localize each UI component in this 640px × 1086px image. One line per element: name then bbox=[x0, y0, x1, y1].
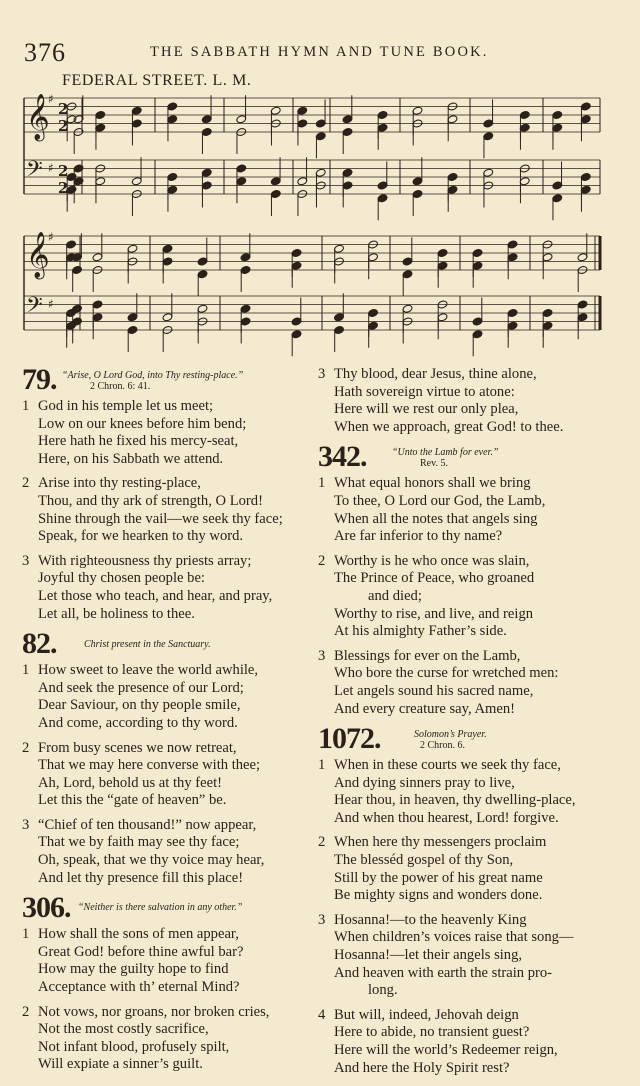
verse-line: Arise into thy resting-place, bbox=[38, 475, 201, 492]
hymn-title: Christ present in the Sanctuary. bbox=[84, 639, 211, 651]
sharp-icon: ♯ bbox=[48, 92, 54, 106]
verse-line: And here the Holy Spirit rest? bbox=[334, 1059, 510, 1076]
verse-line: Here will the world’s Redeemer reign, bbox=[334, 1042, 558, 1058]
note-head bbox=[552, 123, 563, 132]
note-head bbox=[342, 127, 353, 136]
note-head bbox=[437, 248, 448, 257]
verse-line: Low on our knees before him bend; bbox=[38, 415, 247, 432]
stanza bbox=[318, 1007, 618, 1077]
verse-line: Let angels sound his sacred name, bbox=[334, 682, 534, 699]
verse-line: Still by the power of his great name bbox=[334, 869, 543, 886]
treble-clef-icon: 𝄞 bbox=[26, 232, 50, 278]
running-head: THE SABBATH HYMN AND TUNE BOOK. bbox=[150, 44, 489, 60]
bass-clef-icon: 𝄢 bbox=[26, 293, 43, 323]
note-head bbox=[127, 244, 138, 253]
verse-line: and died; bbox=[368, 587, 422, 604]
stanza-number: 2 bbox=[318, 834, 326, 851]
verse-line: long. bbox=[368, 982, 398, 999]
right-column bbox=[318, 366, 618, 1084]
stanza-number: 3 bbox=[22, 552, 30, 569]
note-head bbox=[483, 168, 494, 177]
stanza-number: 3 bbox=[318, 911, 326, 928]
note-head bbox=[412, 106, 423, 115]
note-head bbox=[542, 321, 553, 330]
stanza-number: 1 bbox=[22, 926, 30, 943]
note-head bbox=[507, 253, 518, 262]
verse-line: Great God! before thine awful bar? bbox=[38, 943, 244, 960]
note-head bbox=[197, 270, 208, 279]
note-head bbox=[580, 102, 591, 111]
sharp-icon: ♯ bbox=[48, 161, 54, 175]
note-head bbox=[167, 172, 178, 181]
note-head bbox=[552, 110, 563, 119]
stanza bbox=[22, 662, 312, 732]
stanza bbox=[318, 475, 618, 545]
note-head bbox=[368, 253, 379, 262]
verse-line: Dear Saviour, on thy people smile, bbox=[38, 697, 241, 714]
note-head bbox=[131, 106, 142, 115]
hymn-306 bbox=[22, 891, 312, 1074]
note-head bbox=[291, 317, 302, 326]
hymn-title: “Neither is there salvation in any other.” bbox=[78, 902, 243, 914]
note-head bbox=[447, 115, 458, 124]
note-head bbox=[447, 172, 458, 181]
staff-lines bbox=[24, 98, 600, 330]
stanza-number: 1 bbox=[318, 757, 326, 774]
note-head bbox=[342, 181, 353, 190]
verse-line: Be mighty signs and wonders done. bbox=[334, 887, 543, 904]
hymn-1072 bbox=[318, 722, 618, 1077]
verse-line: Let those who teach, and hear, and pray, bbox=[38, 587, 273, 604]
note-head bbox=[95, 110, 106, 119]
note-head bbox=[577, 253, 588, 262]
note-head bbox=[368, 321, 379, 330]
note-head bbox=[127, 313, 138, 322]
verse-line: The Prince of Peace, who groaned bbox=[334, 570, 535, 587]
time-signature: 2 bbox=[58, 179, 69, 197]
note-head bbox=[315, 168, 326, 177]
verse-line: At his almighty Father’s side. bbox=[334, 623, 507, 640]
stanza bbox=[22, 926, 312, 996]
note-head bbox=[167, 102, 178, 111]
hymn-number: 1072. bbox=[318, 722, 381, 756]
stanza-number: 2 bbox=[22, 739, 30, 756]
note-head bbox=[334, 313, 345, 322]
hymn-342 bbox=[318, 440, 618, 718]
note-head bbox=[472, 248, 483, 257]
note-head bbox=[92, 253, 103, 262]
verse-line: Here, on his Sabbath we attend. bbox=[38, 450, 224, 467]
hymn-title: Solomon’s Prayer. bbox=[414, 729, 487, 741]
note-head bbox=[297, 119, 308, 128]
verse-line: Hath sovereign virtue to atone: bbox=[334, 383, 515, 400]
note-head bbox=[402, 257, 413, 266]
note-head bbox=[201, 168, 212, 177]
note-head bbox=[507, 321, 518, 330]
verse-line: Hosanna!—to the heavenly King bbox=[334, 911, 527, 928]
hymn-number: 82. bbox=[22, 627, 57, 661]
note-head bbox=[552, 194, 563, 203]
verse-line: And seek the presence of our Lord; bbox=[38, 679, 244, 696]
note-head bbox=[162, 313, 173, 322]
stanza bbox=[318, 912, 618, 1000]
note-head bbox=[92, 300, 103, 309]
note-head bbox=[472, 330, 483, 339]
stanza bbox=[318, 834, 618, 904]
note-head bbox=[519, 123, 530, 132]
verse-line: Blessings for ever on the Lamb, bbox=[334, 647, 521, 664]
verse-line: Are far inferior to thy name? bbox=[334, 528, 503, 545]
note-head bbox=[437, 313, 448, 322]
verse-line: Worthy is he who once was slain, bbox=[334, 552, 530, 569]
note-head bbox=[92, 313, 103, 322]
note-head bbox=[240, 304, 251, 313]
note-head bbox=[291, 261, 302, 270]
note-head bbox=[315, 132, 326, 141]
note-head bbox=[334, 244, 345, 253]
note-head bbox=[240, 265, 251, 274]
note-head bbox=[483, 132, 494, 141]
verse-line: When all the notes that angels sing bbox=[334, 510, 538, 527]
note-head bbox=[472, 317, 483, 326]
verse-line: And when thou hearest, Lord! forgive. bbox=[334, 809, 559, 826]
tune-name: FEDERAL STREET. bbox=[62, 72, 208, 89]
verse-line: When we approach, great God! to thee. bbox=[334, 418, 564, 435]
note-head bbox=[542, 308, 553, 317]
note-head bbox=[577, 300, 588, 309]
note-head bbox=[507, 308, 518, 317]
verse-line: That we may here converse with thee; bbox=[38, 757, 261, 774]
note-head bbox=[412, 177, 423, 186]
note-head bbox=[162, 244, 173, 253]
stanza-number: 3 bbox=[318, 647, 326, 664]
scripture-reference: 2 Chron. 6: 41. bbox=[90, 381, 151, 392]
verse-line: Not the most costly sacrifice, bbox=[38, 1021, 209, 1038]
time-signature: 2 bbox=[58, 117, 69, 135]
verse-line: God in his temple let us meet; bbox=[38, 398, 214, 414]
note-head bbox=[201, 115, 212, 124]
verse-line: Let this the “gate of heaven” be. bbox=[38, 792, 227, 809]
note-head bbox=[447, 185, 458, 194]
note-head bbox=[472, 261, 483, 270]
note-head bbox=[377, 123, 388, 132]
note-head bbox=[240, 317, 251, 326]
verse-line: From busy scenes we now retreat, bbox=[38, 739, 237, 756]
verse-line: Who bore the curse for wretched men: bbox=[334, 665, 559, 682]
note-head bbox=[127, 325, 138, 334]
note-head bbox=[167, 115, 178, 124]
verse-line: When here thy messengers proclaim bbox=[334, 834, 547, 851]
note-head bbox=[437, 261, 448, 270]
verse-line: Thy blood, dear Jesus, thine alone, bbox=[334, 366, 537, 382]
hymn-306-stanza-3 bbox=[318, 366, 618, 436]
note-head bbox=[297, 177, 308, 186]
note-head bbox=[542, 253, 553, 262]
verse-line: Worthy to rise, and live, and reign bbox=[334, 605, 534, 622]
stanza bbox=[318, 757, 618, 827]
note-head bbox=[334, 325, 345, 334]
note-head bbox=[552, 181, 563, 190]
note-head bbox=[580, 172, 591, 181]
stanza bbox=[22, 475, 312, 545]
sharp-icon: ♯ bbox=[48, 230, 54, 244]
stanza-number: 2 bbox=[22, 475, 30, 492]
verse-line: Hear thou, in heaven, thy dwelling-place, bbox=[334, 792, 576, 809]
note-head bbox=[402, 270, 413, 279]
note-head bbox=[577, 313, 588, 322]
verse-line: Ah, Lord, behold us at thy feet! bbox=[38, 774, 222, 791]
verse-line: Not infant blood, profusely spilt, bbox=[38, 1038, 230, 1055]
verse-line: Oh, speak, that we thy voice may hear, bbox=[38, 852, 265, 869]
verse-line: Joyful thy chosen people be: bbox=[38, 570, 205, 587]
note-head bbox=[236, 164, 247, 173]
verse-line: Shine through the vail—we seek thy face; bbox=[38, 510, 283, 527]
note-head bbox=[342, 168, 353, 177]
note-head bbox=[377, 194, 388, 203]
stanza-number: 4 bbox=[318, 1006, 326, 1023]
note-head bbox=[297, 106, 308, 115]
scripture-reference: Rev. 5. bbox=[420, 458, 448, 470]
bar-lines bbox=[24, 98, 600, 330]
hymn-number: 342. bbox=[318, 440, 367, 474]
note-head bbox=[95, 123, 106, 132]
verse-line: When children’s voices raise that song— bbox=[334, 929, 574, 946]
verse-line: Let all, be holiness to thee. bbox=[38, 605, 195, 622]
time-signature: 2 bbox=[58, 162, 69, 180]
verse-line: When in these courts we seek thy face, bbox=[334, 757, 561, 774]
verse-line: Not vows, nor groans, nor broken cries, bbox=[38, 1003, 270, 1020]
verse-line: How may the guilty hope to find bbox=[38, 961, 229, 978]
stanza-number: 3 bbox=[22, 816, 30, 833]
note-head bbox=[270, 177, 281, 186]
verse-line: And heaven with earth the strain pro- bbox=[334, 964, 553, 981]
verse-line: And come, according to thy word. bbox=[38, 714, 238, 731]
scripture-reference: 2 Chron. 6. bbox=[420, 740, 465, 752]
stanza-number: 1 bbox=[318, 475, 326, 492]
note-head bbox=[315, 119, 326, 128]
verse-line: “Chief of ten thousand!” now appear, bbox=[38, 816, 257, 833]
verse-line: Here will we rest our only plea, bbox=[334, 401, 519, 418]
verse-line: The blesséd gospel of thy Son, bbox=[334, 852, 514, 869]
hymn-number: 79. bbox=[22, 363, 57, 396]
note-head bbox=[131, 177, 142, 186]
hymn-79 bbox=[22, 363, 312, 623]
note-head bbox=[377, 181, 388, 190]
hymn-82 bbox=[22, 627, 312, 887]
note-head bbox=[368, 308, 379, 317]
tune-meter: L. M. bbox=[212, 72, 252, 89]
note-head bbox=[201, 181, 212, 190]
verse-line: Hosanna!—let their angels sing, bbox=[334, 947, 523, 964]
note-head bbox=[197, 257, 208, 266]
time-signature: 2 bbox=[58, 100, 69, 118]
note-head bbox=[236, 115, 247, 124]
verse-line: How shall the sons of men appear, bbox=[38, 926, 239, 943]
stanza bbox=[318, 648, 618, 718]
stanza-number: 2 bbox=[22, 1003, 30, 1020]
page-number: 376 bbox=[24, 38, 66, 67]
stanza-number: 2 bbox=[318, 552, 326, 569]
note-head bbox=[412, 189, 423, 198]
verse-line: Here to abide, no transient guest? bbox=[334, 1024, 530, 1041]
stanza-number: 1 bbox=[22, 662, 30, 679]
note-head bbox=[270, 189, 281, 198]
note-head bbox=[377, 110, 388, 119]
stanza bbox=[318, 553, 618, 641]
stanza bbox=[22, 1004, 312, 1074]
verse-line: That we by faith may see thy face; bbox=[38, 834, 240, 851]
hymn-number: 306. bbox=[22, 891, 71, 925]
sharp-icon: ♯ bbox=[48, 297, 54, 311]
note-head bbox=[236, 177, 247, 186]
verse-line: Here hath he fixed his mercy-seat, bbox=[38, 433, 239, 450]
bass-clef-icon: 𝄢 bbox=[26, 157, 43, 187]
note-head bbox=[580, 185, 591, 194]
verse-line: How sweet to leave the world awhile, bbox=[38, 662, 259, 679]
verse-line: Acceptance with th’ eternal Mind? bbox=[38, 979, 240, 996]
note-head bbox=[402, 304, 413, 313]
hymn-title: “Arise, O Lord God, into Thy resting-place.” bbox=[62, 370, 244, 381]
verse-line: To thee, O Lord our God, the Lamb, bbox=[334, 492, 546, 509]
note-head bbox=[197, 304, 208, 313]
note-head bbox=[291, 330, 302, 339]
note-head bbox=[483, 119, 494, 128]
verse-line: And let thy presence fill this place! bbox=[38, 869, 244, 886]
clefs-and-signatures bbox=[26, 92, 68, 323]
verse-line: And dying sinners pray to live, bbox=[334, 774, 515, 791]
stanza bbox=[22, 398, 312, 468]
treble-clef-icon: 𝄞 bbox=[26, 94, 50, 140]
verse-line: Will expiate a sinner’s guilt. bbox=[38, 1056, 203, 1073]
stanza-number: 1 bbox=[22, 398, 30, 414]
note-head bbox=[201, 127, 212, 136]
hymn-title: “Unto the Lamb for ever.” bbox=[392, 447, 499, 459]
note-head bbox=[95, 177, 106, 186]
stanza bbox=[22, 553, 312, 623]
verse-line: And every creature say, Amen! bbox=[334, 700, 515, 717]
note-head bbox=[519, 177, 530, 186]
note-head bbox=[66, 240, 77, 249]
note-head bbox=[270, 106, 281, 115]
note-head bbox=[342, 115, 353, 124]
stanza-number: 3 bbox=[318, 366, 326, 382]
stanza bbox=[22, 817, 312, 887]
note-head bbox=[167, 185, 178, 194]
note-head bbox=[72, 265, 83, 274]
verse-line: With righteousness thy priests array; bbox=[38, 552, 252, 569]
note-head bbox=[507, 240, 518, 249]
note-head bbox=[162, 257, 173, 266]
verse-line: But will, indeed, Jehovah deign bbox=[334, 1006, 519, 1023]
left-column bbox=[22, 363, 312, 1081]
stanza bbox=[22, 740, 312, 810]
note-head bbox=[580, 115, 591, 124]
note-head bbox=[240, 253, 251, 262]
note-head bbox=[519, 110, 530, 119]
music-notes bbox=[66, 95, 592, 356]
verse-line: What equal honors shall we bring bbox=[334, 475, 531, 492]
verse-line: Speak, for we hearken to thy word. bbox=[38, 528, 244, 545]
verse-line: Thou, and thy ark of strength, O Lord! bbox=[38, 492, 263, 509]
note-head bbox=[291, 248, 302, 257]
music-score bbox=[0, 0, 640, 360]
note-head bbox=[131, 119, 142, 128]
